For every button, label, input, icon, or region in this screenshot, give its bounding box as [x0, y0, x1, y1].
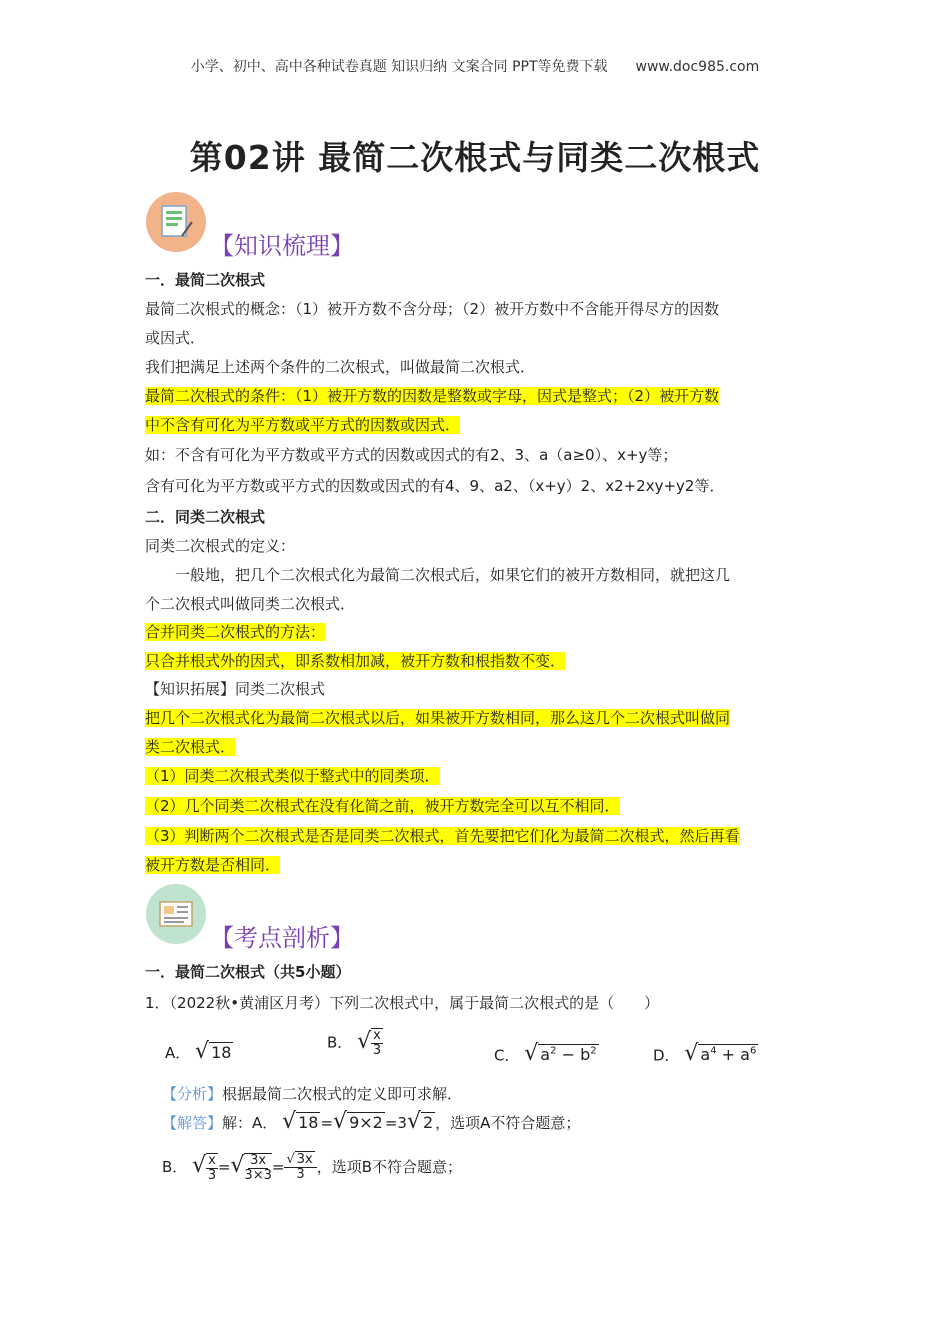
numerator: 3x: [250, 1152, 267, 1168]
highlight-text: 中不含有可化为平方数或平方式的因数或因式．: [145, 416, 461, 434]
radical: [230, 1152, 272, 1183]
answer-prefix: B．: [162, 1158, 188, 1176]
equals-sign: =: [217, 1158, 231, 1176]
radical-sign: √: [406, 1109, 421, 1134]
equals-sign: =: [320, 1114, 334, 1132]
heading-question-group: 一．最简二次根式（共5小题）: [145, 963, 351, 981]
option-c: [494, 1040, 634, 1067]
option-label: C．: [494, 1046, 520, 1065]
highlight-text: 最简二次根式的条件：（1）被开方数的因数是整数或字母，因式是整式；（2）被开方数: [145, 387, 720, 405]
analysis-tag: 【分析】: [162, 1085, 223, 1103]
radical: [282, 1109, 320, 1134]
highlight-line: [145, 764, 807, 788]
newspaper-icon: [146, 884, 206, 944]
radicand: 3x: [296, 1152, 313, 1167]
highlight-line: [145, 794, 807, 818]
highlight-text: 只合并根式外的因式，即系数相加减，被开方数和根指数不变．: [145, 652, 566, 670]
paragraph: 我们把满足上述两个条件的二次根式，叫做最简二次根式．: [145, 358, 536, 376]
fraction: [206, 1153, 218, 1183]
radical: [357, 1028, 383, 1058]
highlight-line: [145, 649, 807, 673]
answer-suffix: ，选项B不符合题意；: [316, 1158, 462, 1176]
highlight-line: [145, 735, 807, 759]
radicand-term: + a: [716, 1045, 750, 1065]
radical: [286, 1151, 314, 1167]
radical: [684, 1041, 758, 1067]
radicand-term: − b: [556, 1045, 591, 1065]
highlight-text: （3）判断两个二次根式是否是同类二次根式，首先要把它们化为最简二次根式，然后再看: [145, 827, 740, 845]
radical: [406, 1109, 435, 1134]
extension-label: 【知识拓展】同类二次根式: [145, 680, 326, 698]
radical: [524, 1041, 598, 1067]
highlight-line: [145, 413, 807, 437]
numerator: x: [208, 1152, 216, 1168]
analysis-text: 根据最简二次根式的定义即可求解．: [222, 1085, 463, 1103]
radicand: [538, 1044, 598, 1064]
radicand-term: a: [540, 1045, 551, 1065]
highlight-text: 类二次根式．: [145, 738, 236, 756]
denominator: 3: [296, 1167, 305, 1182]
radicand: 18: [298, 1113, 319, 1132]
radical-sign: √: [282, 1109, 297, 1134]
fraction: [371, 1028, 383, 1058]
heading-similar-radical: 二．同类二次根式: [145, 508, 266, 526]
radicand-term: a: [700, 1045, 711, 1065]
highlight-line: [145, 824, 807, 848]
exponent: 4: [710, 1046, 717, 1057]
site-banner: [0, 56, 950, 76]
highlight-text: （2）几个同类二次根式在没有化简之前，被开方数完全可以互不相同．: [145, 797, 620, 815]
highlight-line: [145, 853, 807, 877]
option-b: [327, 1028, 447, 1058]
exponent: 2: [590, 1046, 597, 1057]
radicand: [698, 1044, 758, 1064]
radical-sign: √: [195, 1039, 210, 1064]
paragraph: 一般地，把几个二次根式化为最简二次根式后，如果它们的被开方数相同，就把这几: [175, 566, 731, 584]
answer-tag: 【解答】: [162, 1114, 223, 1132]
highlight-text: 合并同类二次根式的方法：: [145, 623, 326, 641]
fraction: [244, 1153, 271, 1183]
equals-sign: =: [384, 1114, 398, 1132]
site-link[interactable]: www.doc985.com: [635, 59, 760, 75]
radicand: 18: [211, 1043, 232, 1062]
denominator: 3: [372, 1043, 382, 1058]
radical: [333, 1109, 385, 1134]
example-line: 如：不含有可化为平方数或平方式的因数或因式的有2、3、a（a≥0）、x+y等；: [145, 446, 678, 464]
answer-prefix: 解：A．: [222, 1114, 278, 1132]
radicand: 9×2: [349, 1113, 383, 1132]
highlight-text: 把几个二次根式化为最简二次根式以后，如果被开方数相同，那么这几个二次根式叫做同: [145, 709, 731, 727]
option-label: D．: [653, 1046, 680, 1065]
radical-sign: √: [230, 1153, 245, 1178]
radical-sign: √: [357, 1028, 372, 1054]
denominator: 3×3: [244, 1167, 272, 1183]
paragraph: 同类二次根式的定义：: [145, 537, 296, 555]
paragraph: 个二次根式叫做同类二次根式．: [145, 595, 356, 613]
option-a: [165, 1040, 285, 1065]
page-title: 第02讲 最简二次根式与同类二次根式: [189, 138, 761, 177]
highlight-line: [145, 620, 807, 644]
numerator: [284, 1153, 316, 1168]
knowledge-badge: 【知识梳理】: [210, 232, 354, 260]
paragraph: 最简二次根式的概念：（1）被开方数不含分母；（2）被开方数中不含能开得尽方的因数: [145, 300, 720, 318]
question-1: 1．（2022秋•黄浦区月考）下列二次根式中，属于最简二次根式的是（ ）: [145, 994, 660, 1012]
analysis-line: [162, 1082, 824, 1106]
radical-sign: √: [192, 1153, 207, 1178]
banner-text: 小学、初中、高中各种试卷真题 知识归纳 文案合同 PPT等免费下载: [190, 59, 608, 75]
option-d: [653, 1040, 803, 1067]
notebook-icon-art: [146, 192, 206, 252]
highlight-text: 被开方数是否相同．: [145, 856, 281, 874]
radicand: 2: [422, 1113, 434, 1132]
radical: [192, 1152, 218, 1183]
notebook-icon: [146, 192, 206, 252]
exponent: 6: [749, 1046, 757, 1057]
option-label: A．: [165, 1044, 191, 1062]
exponent: 2: [550, 1046, 557, 1057]
radical-sign: √: [286, 1152, 295, 1167]
option-label: B．: [327, 1033, 353, 1052]
radical-sign: √: [524, 1041, 539, 1067]
numerator: x: [373, 1028, 381, 1043]
answer-b-line: [162, 1146, 824, 1187]
radical: [195, 1039, 233, 1064]
coefficient: 3: [397, 1114, 407, 1132]
highlight-line: [145, 384, 807, 408]
answer-suffix: ，选项A不符合题意；: [435, 1114, 581, 1132]
fraction: [284, 1153, 316, 1182]
heading-simplest-radical: 一．最简二次根式: [145, 271, 266, 289]
example-line: 含有可化为平方数或平方式的因数或因式的有4、9、a2、（x+y）2、x2+2xy+y2等．: [145, 477, 725, 495]
equals-sign: =: [271, 1158, 285, 1176]
analysis-badge: 【考点剖析】: [210, 924, 354, 952]
highlight-line: [145, 706, 807, 730]
newspaper-icon-art: [146, 884, 206, 944]
radical-sign: √: [684, 1041, 699, 1067]
answer-a-line: [162, 1110, 824, 1135]
denominator: 3: [207, 1167, 217, 1183]
highlight-text: （1）同类二次根式类似于整式中的同类项．: [145, 767, 440, 785]
radical-sign: √: [333, 1109, 348, 1134]
paragraph: 或因式．: [145, 329, 206, 347]
